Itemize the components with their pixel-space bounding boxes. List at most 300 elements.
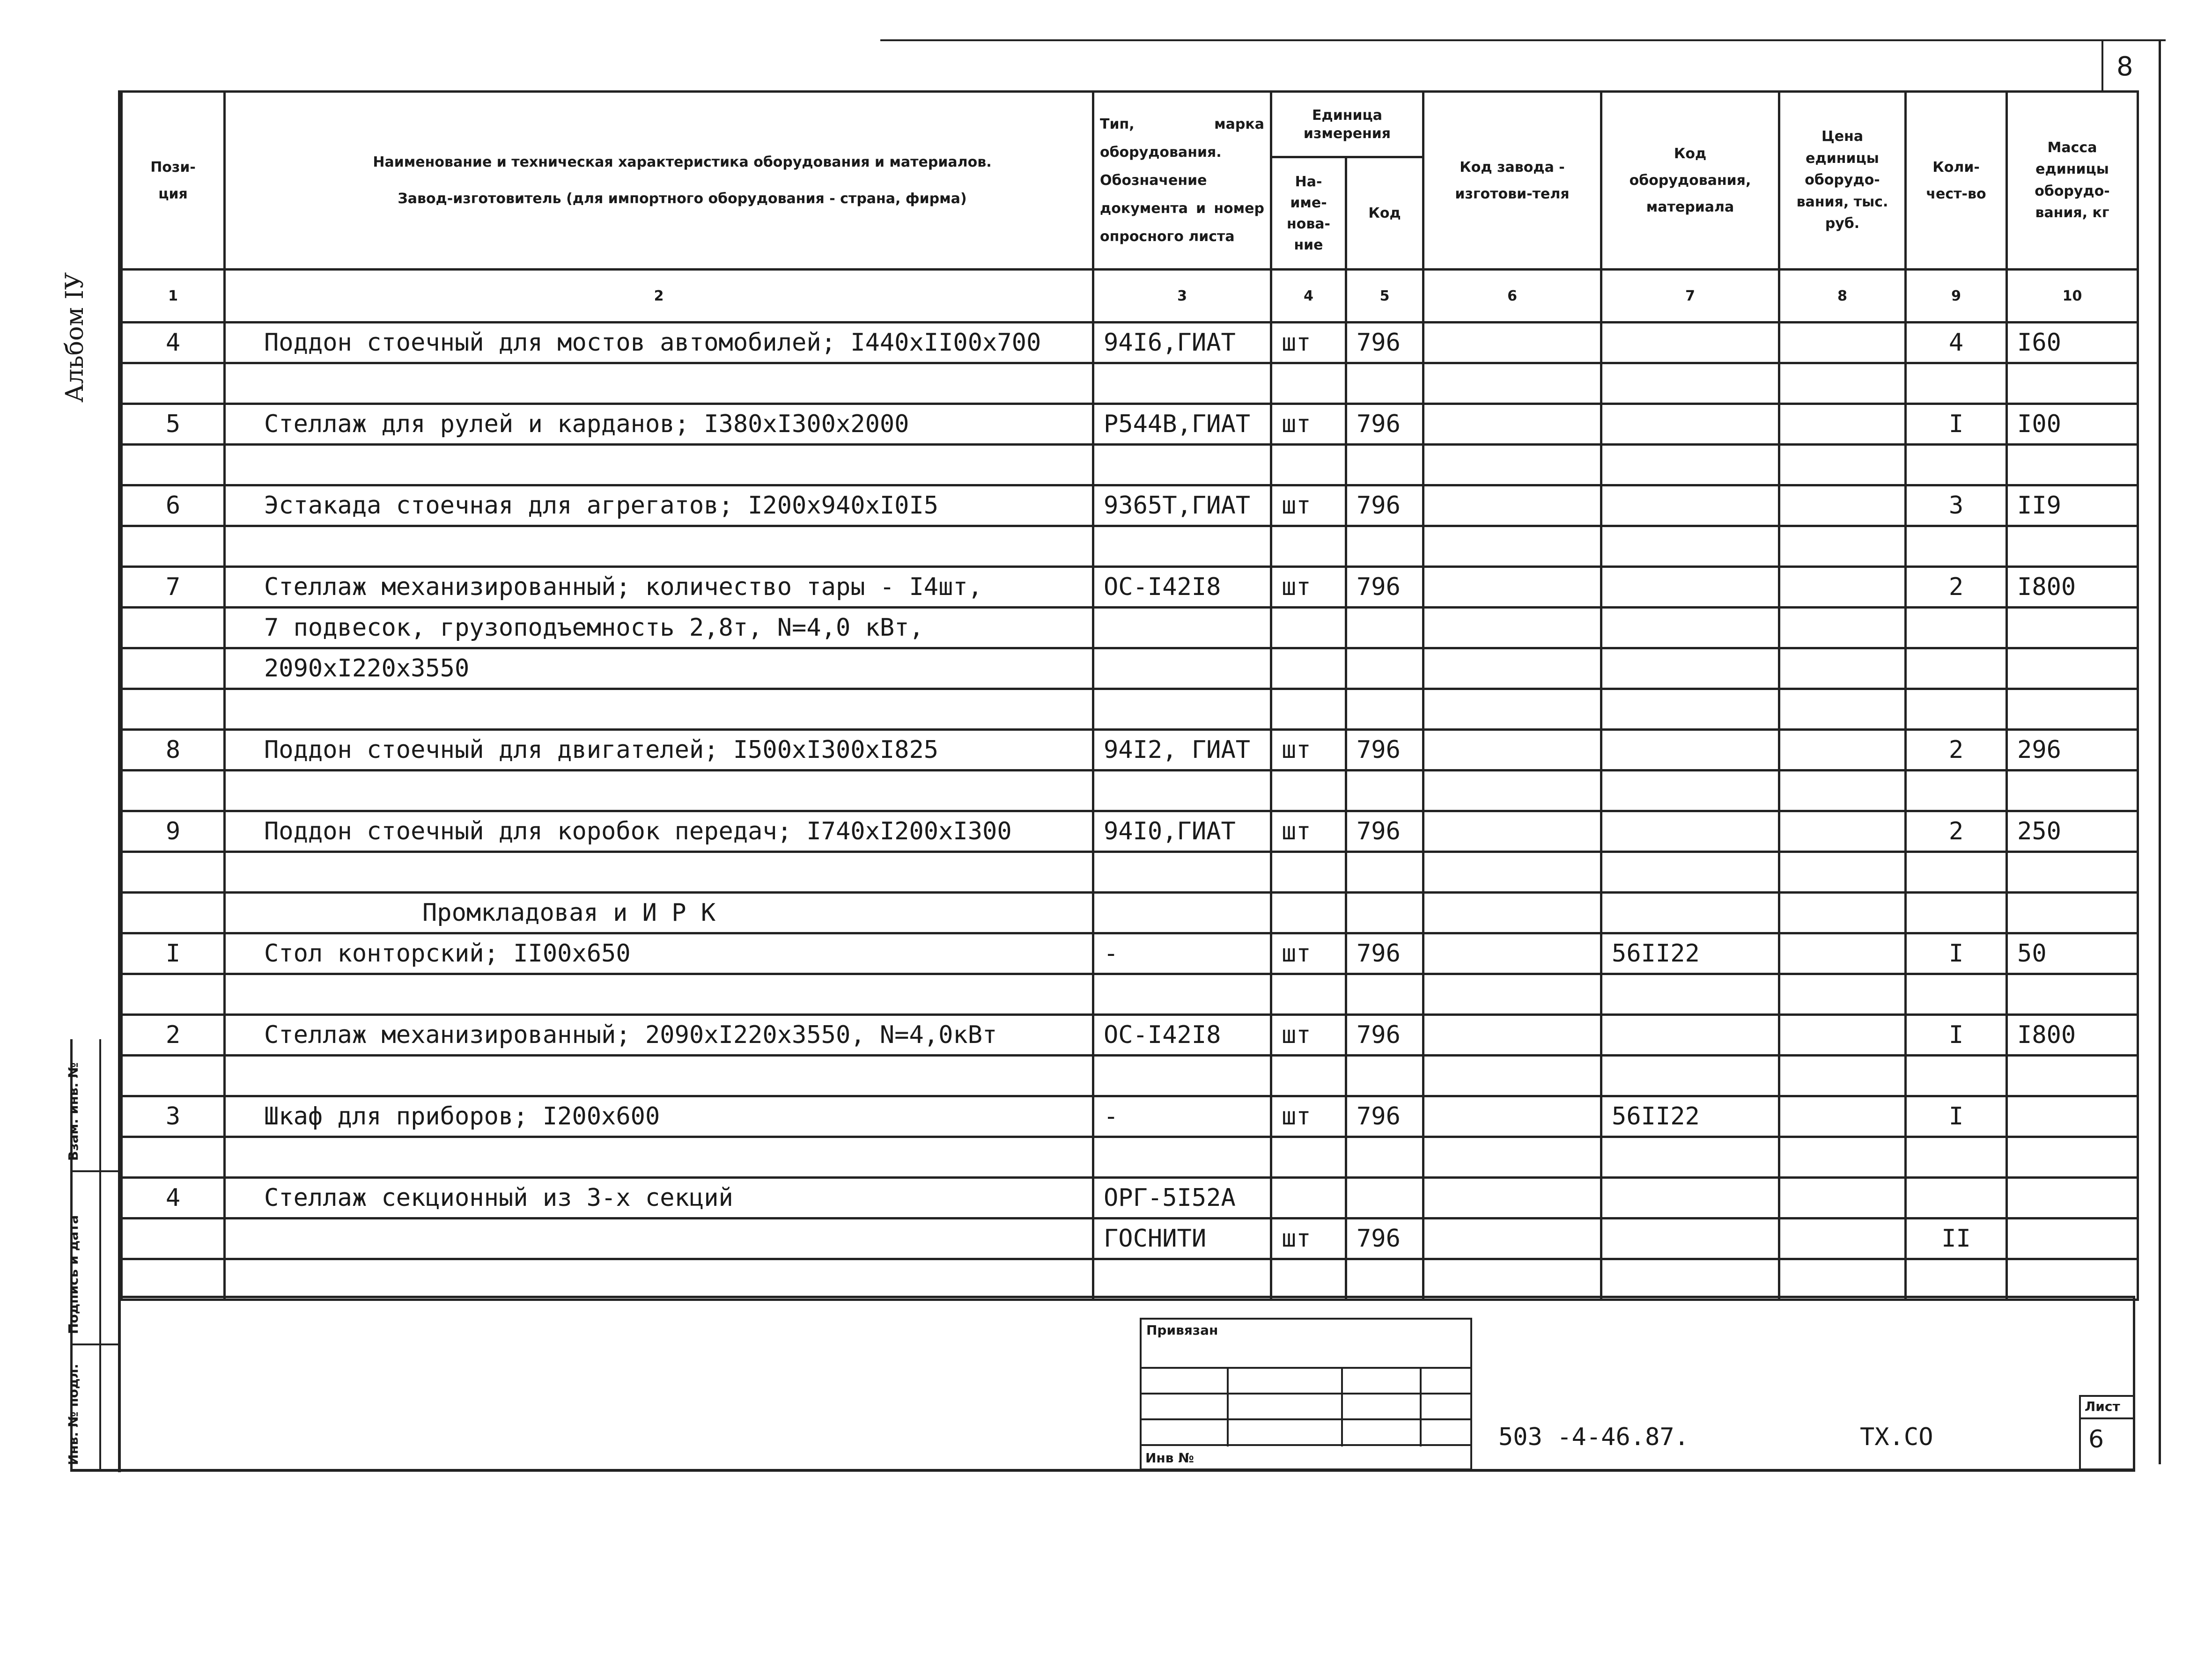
cell-equip-code [1601,730,1779,771]
cell-plant-code [1423,811,1601,852]
cell-unit-name: шт [1271,811,1346,852]
column-number: 2 [225,270,1093,323]
cell-price [1779,811,1906,852]
table-row [122,1137,2138,1178]
cell-qty [1906,1137,2007,1178]
stamp-top-rule [120,1296,2135,1298]
cell-plant-code [1423,689,1601,730]
cell-plant-code [1423,445,1601,485]
cell-unit-name [1271,852,1346,893]
column-number: 5 [1346,270,1423,323]
cell-qty [1906,648,2007,689]
column-number: 10 [2007,270,2138,323]
cell-position [122,1137,225,1178]
cell-position: 8 [122,730,225,771]
cell-type [1093,526,1271,567]
cell-qty [1906,526,2007,567]
cell-plant-code [1423,1015,1601,1056]
table-row [122,648,2138,689]
cell-unit-name: шт [1271,567,1346,608]
cell-unit-code [1346,974,1423,1015]
cell-unit-code: 796 [1346,1015,1423,1056]
cell-qty: II [1906,1219,2007,1259]
cell-name [225,445,1093,485]
cell-qty [1906,1259,2007,1300]
cell-plant-code [1423,526,1601,567]
cell-position: 5 [122,404,225,445]
cell-unit-name: шт [1271,323,1346,363]
sheet-label: Лист [2085,1399,2120,1414]
cell-name [225,363,1093,404]
cell-equip-code [1601,526,1779,567]
stamp-linked-sep [1140,1367,1472,1369]
cell-qty [1906,689,2007,730]
stamp-linked-label: Привязан [1146,1322,1218,1338]
cell-unit-name: шт [1271,933,1346,974]
cell-plant-code [1423,730,1601,771]
cell-position [122,893,225,933]
cell-price [1779,1178,1906,1219]
header-unit-code: Код [1346,157,1423,270]
cell-name [225,974,1093,1015]
cell-equip-code [1601,445,1779,485]
cell-type: - [1093,1096,1271,1137]
cell-qty: I [1906,1015,2007,1056]
album-label: Альбом IУ [61,272,89,403]
header-name: Наименование и техническая характеристика оборудования и материалов. Завод-изготовитель (для импортного оборудования - страна, фирма) [225,92,1093,270]
header-unit: Единица измерения [1271,92,1423,157]
column-number: 1 [122,270,225,323]
cell-plant-code [1423,323,1601,363]
cell-equip-code [1601,852,1779,893]
cell-price [1779,567,1906,608]
cell-position [122,689,225,730]
cell-equip-code [1601,689,1779,730]
cell-equip-code: 56II22 [1601,1096,1779,1137]
table-row [122,323,2138,363]
cell-position: 4 [122,323,225,363]
cell-price [1779,526,1906,567]
side-boxes-divider [99,1039,101,1470]
cell-mass: I00 [2007,404,2138,445]
cell-price [1779,1015,1906,1056]
cell-price [1779,1219,1906,1259]
cell-name: Поддон стоечный для двигателей; I500xI300xI825 [225,730,1093,771]
table-row [122,730,2138,771]
cell-position [122,445,225,485]
cell-mass [2007,648,2138,689]
cell-qty [1906,363,2007,404]
cell-position [122,1219,225,1259]
cell-mass [2007,445,2138,485]
cell-price [1779,1056,1906,1096]
cell-position: 2 [122,1015,225,1056]
cell-equip-code [1601,1178,1779,1219]
cell-name: Стеллаж для рулей и карданов; I380xI300x2000 [225,404,1093,445]
cell-mass [2007,771,2138,811]
cell-price [1779,404,1906,445]
cell-plant-code [1423,893,1601,933]
cell-price [1779,1137,1906,1178]
cell-position: 6 [122,485,225,526]
cell-plant-code [1423,852,1601,893]
cell-unit-name: шт [1271,485,1346,526]
cell-mass [2007,974,2138,1015]
cell-name [225,1259,1093,1300]
side-box-sign-date: Подпись и дата [66,1215,81,1334]
header-position: Пози- ция [122,92,225,270]
cell-plant-code [1423,648,1601,689]
cell-qty: 4 [1906,323,2007,363]
table-row [122,852,2138,893]
cell-mass: I800 [2007,1015,2138,1056]
cell-type [1093,445,1271,485]
cell-plant-code [1423,363,1601,404]
cell-type: ОС-I42I8 [1093,1015,1271,1056]
cell-price [1779,445,1906,485]
cell-unit-code: 796 [1346,1096,1423,1137]
cell-name: 2090xI220x3550 [225,648,1093,689]
cell-equip-code [1601,1219,1779,1259]
cell-plant-code [1423,933,1601,974]
header-price: Цена единицы оборудо-вания, тыс. руб. [1779,92,1906,270]
cell-plant-code [1423,567,1601,608]
column-number: 9 [1906,270,2007,323]
cell-price [1779,689,1906,730]
cell-type: 94I6,ГИАТ [1093,323,1271,363]
table-row [122,689,2138,730]
document-code: 503 -4-46.87. [1498,1423,1689,1451]
page-box-left [2101,41,2103,90]
cell-equip-code [1601,363,1779,404]
cell-price [1779,974,1906,1015]
cell-position: I [122,933,225,974]
cell-unit-name: шт [1271,1219,1346,1259]
cell-qty: I [1906,933,2007,974]
cell-qty [1906,445,2007,485]
table-row [122,445,2138,485]
table-row [122,811,2138,852]
cell-position [122,974,225,1015]
cell-unit-code [1346,445,1423,485]
cell-name [225,1056,1093,1096]
stamp-row-3 [1140,1444,1472,1446]
cell-name: Стеллаж механизированный; количество тары - I4шт, [225,567,1093,608]
cell-position [122,608,225,648]
cell-unit-name [1271,1056,1346,1096]
cell-name: Поддон стоечный для мостов автомобилей; I440xII00x700 [225,323,1093,363]
cell-type: - [1093,933,1271,974]
cell-price [1779,1259,1906,1300]
cell-equip-code [1601,1056,1779,1096]
column-number: 6 [1423,270,1601,323]
header-type: Тип, марка оборудования. Обозначение документа и номер опросного листа [1093,92,1271,270]
cell-qty [1906,608,2007,648]
cell-plant-code [1423,771,1601,811]
cell-position [122,526,225,567]
table-row [122,1259,2138,1300]
cell-unit-code: 796 [1346,730,1423,771]
cell-unit-name: шт [1271,404,1346,445]
cell-unit-name [1271,445,1346,485]
cell-mass [2007,1137,2138,1178]
cell-equip-code [1601,1137,1779,1178]
page-number: 8 [2116,51,2133,82]
column-number: 8 [1779,270,1906,323]
cell-unit-name: шт [1271,1015,1346,1056]
cell-name [225,1219,1093,1259]
cell-equip-code [1601,1015,1779,1056]
cell-qty: 2 [1906,811,2007,852]
table-row [122,1219,2138,1259]
cell-type [1093,893,1271,933]
cell-unit-name [1271,608,1346,648]
cell-position: 4 [122,1178,225,1219]
cell-equip-code [1601,567,1779,608]
table-row [122,1056,2138,1096]
cell-mass: 250 [2007,811,2138,852]
cell-name: 7 подвесок, грузоподъемность 2,8т, N=4,0 кВт, [225,608,1093,648]
cell-price [1779,323,1906,363]
cell-name [225,852,1093,893]
cell-price [1779,771,1906,811]
cell-name: Стол конторский; II00x650 [225,933,1093,974]
cell-mass [2007,1259,2138,1300]
table-row [122,363,2138,404]
cell-name [225,771,1093,811]
cell-price [1779,363,1906,404]
cell-qty [1906,1178,2007,1219]
cell-equip-code [1601,811,1779,852]
cell-mass [2007,1096,2138,1137]
cell-plant-code [1423,608,1601,648]
cell-name [225,526,1093,567]
header-unit-name: На-име-нова-ние [1271,157,1346,270]
cell-mass [2007,526,2138,567]
cell-unit-code: 796 [1346,485,1423,526]
cell-unit-code [1346,363,1423,404]
cell-qty [1906,893,2007,933]
cell-type: 94I2, ГИАТ [1093,730,1271,771]
cell-type [1093,689,1271,730]
header-qty: Коли-чест-во [1906,92,2007,270]
table-row [122,974,2138,1015]
column-number: 3 [1093,270,1271,323]
cell-unit-name [1271,648,1346,689]
cell-name: Поддон стоечный для коробок передач; I740xI200xI300 [225,811,1093,852]
cell-qty [1906,974,2007,1015]
cell-qty: I [1906,404,2007,445]
cell-unit-code [1346,1056,1423,1096]
cell-unit-name [1271,689,1346,730]
table-row [122,608,2138,648]
cell-equip-code [1601,323,1779,363]
cell-mass: I60 [2007,323,2138,363]
cell-qty [1906,852,2007,893]
header-mass: Масса единицы оборудо-вания, кг [2007,92,2138,270]
cell-position: 9 [122,811,225,852]
stamp-row-2 [1140,1418,1472,1420]
cell-plant-code [1423,1219,1601,1259]
cell-position: 7 [122,567,225,608]
stamp-inv-label: Инв № [1145,1450,1194,1466]
cell-mass [2007,852,2138,893]
cell-qty [1906,1056,2007,1096]
cell-unit-code [1346,771,1423,811]
cell-price [1779,933,1906,974]
cell-name: Стеллаж секционный из 3-х секций [225,1178,1093,1219]
cell-position [122,852,225,893]
table-row [122,404,2138,445]
stamp-col-2 [1341,1367,1343,1446]
table-row [122,893,2138,933]
side-box-inv-replace: Взам. инв. № [66,1062,81,1161]
cell-unit-code: 796 [1346,933,1423,974]
cell-unit-code: 796 [1346,323,1423,363]
cell-plant-code [1423,1178,1601,1219]
header-equip-code: Код оборудования, материала [1601,92,1779,270]
cell-qty: I [1906,1096,2007,1137]
cell-equip-code: 56II22 [1601,933,1779,974]
side-box-sep-1 [70,1170,121,1172]
cell-type [1093,363,1271,404]
cell-mass [2007,608,2138,648]
cell-unit-name: шт [1271,1096,1346,1137]
cell-type: 9365Т,ГИАТ [1093,485,1271,526]
cell-plant-code [1423,1137,1601,1178]
cell-type [1093,1137,1271,1178]
cell-mass: II9 [2007,485,2138,526]
cell-position [122,1259,225,1300]
cell-equip-code [1601,893,1779,933]
table-row [122,933,2138,974]
cell-type: ОС-I42I8 [1093,567,1271,608]
cell-price [1779,852,1906,893]
cell-unit-code [1346,648,1423,689]
cell-unit-code [1346,1137,1423,1178]
page-box-right [2159,41,2161,1464]
header-plant-code: Код завода - изготови-теля [1423,92,1601,270]
cell-name [225,689,1093,730]
cell-name: Эстакада стоечная для агрегатов; I200x940xI0I5 [225,485,1093,526]
cell-unit-name [1271,1137,1346,1178]
cell-price [1779,485,1906,526]
cell-name: Промкладовая и И Р К [225,893,1093,933]
cell-unit-code [1346,852,1423,893]
column-number: 4 [1271,270,1346,323]
cell-price [1779,730,1906,771]
cell-type [1093,852,1271,893]
cell-type [1093,1056,1271,1096]
cell-unit-code [1346,689,1423,730]
cell-unit-name [1271,1178,1346,1219]
cell-unit-code: 796 [1346,1219,1423,1259]
cell-mass [2007,1056,2138,1096]
cell-unit-code: 796 [1346,567,1423,608]
cell-name [225,1137,1093,1178]
cell-price [1779,1096,1906,1137]
cell-type [1093,608,1271,648]
cell-price [1779,893,1906,933]
cell-unit-code [1346,608,1423,648]
cell-equip-code [1601,648,1779,689]
equipment-spec-table [120,90,2139,1301]
cell-plant-code [1423,1259,1601,1300]
cell-unit-name: шт [1271,730,1346,771]
cell-plant-code [1423,1096,1601,1137]
cell-type [1093,974,1271,1015]
table-row [122,567,2138,608]
cell-unit-name [1271,363,1346,404]
cell-type: ОРГ-5I52А [1093,1178,1271,1219]
sheet-number: 6 [2088,1425,2104,1453]
sheet-box-sep [2079,1417,2135,1419]
cell-type: Р544В,ГИАТ [1093,404,1271,445]
cell-equip-code [1601,404,1779,445]
cell-type [1093,771,1271,811]
table-row [122,1178,2138,1219]
column-number: 7 [1601,270,1779,323]
cell-plant-code [1423,974,1601,1015]
cell-position [122,363,225,404]
cell-qty: 2 [1906,730,2007,771]
cell-unit-name [1271,1259,1346,1300]
cell-price [1779,608,1906,648]
cell-price [1779,648,1906,689]
cell-unit-code: 796 [1346,404,1423,445]
cell-mass [2007,1219,2138,1259]
cell-plant-code [1423,485,1601,526]
cell-unit-code [1346,893,1423,933]
cell-equip-code [1601,974,1779,1015]
cell-position: 3 [122,1096,225,1137]
document-mark: ТХ.СО [1860,1423,1933,1451]
cell-plant-code [1423,404,1601,445]
cell-qty [1906,771,2007,811]
stamp-col-3 [1420,1367,1422,1446]
cell-mass: 50 [2007,933,2138,974]
cell-type [1093,648,1271,689]
table-row [122,526,2138,567]
cell-equip-code [1601,608,1779,648]
cell-equip-code [1601,771,1779,811]
cell-unit-code [1346,526,1423,567]
cell-mass [2007,689,2138,730]
cell-equip-code [1601,1259,1779,1300]
cell-mass [2007,893,2138,933]
cell-type [1093,1259,1271,1300]
cell-name: Стеллаж механизированный; 2090xI220x3550, N=4,0кВт [225,1015,1093,1056]
cell-type: 94I0,ГИАТ [1093,811,1271,852]
cell-unit-code [1346,1178,1423,1219]
cell-position [122,1056,225,1096]
cell-equip-code [1601,485,1779,526]
cell-type: ГОСНИТИ [1093,1219,1271,1259]
table-row [122,1096,2138,1137]
cell-name: Шкаф для приборов; I200x600 [225,1096,1093,1137]
cell-qty: 3 [1906,485,2007,526]
side-box-inv-orig: Инв. № подл. [66,1364,81,1465]
cell-mass [2007,1178,2138,1219]
table-row [122,485,2138,526]
cell-unit-name [1271,974,1346,1015]
frame-bottom [70,1469,2135,1472]
cell-position [122,771,225,811]
cell-unit-code [1346,1259,1423,1300]
cell-qty: 2 [1906,567,2007,608]
stamp-row-1 [1140,1393,1472,1395]
cell-plant-code [1423,1056,1601,1096]
